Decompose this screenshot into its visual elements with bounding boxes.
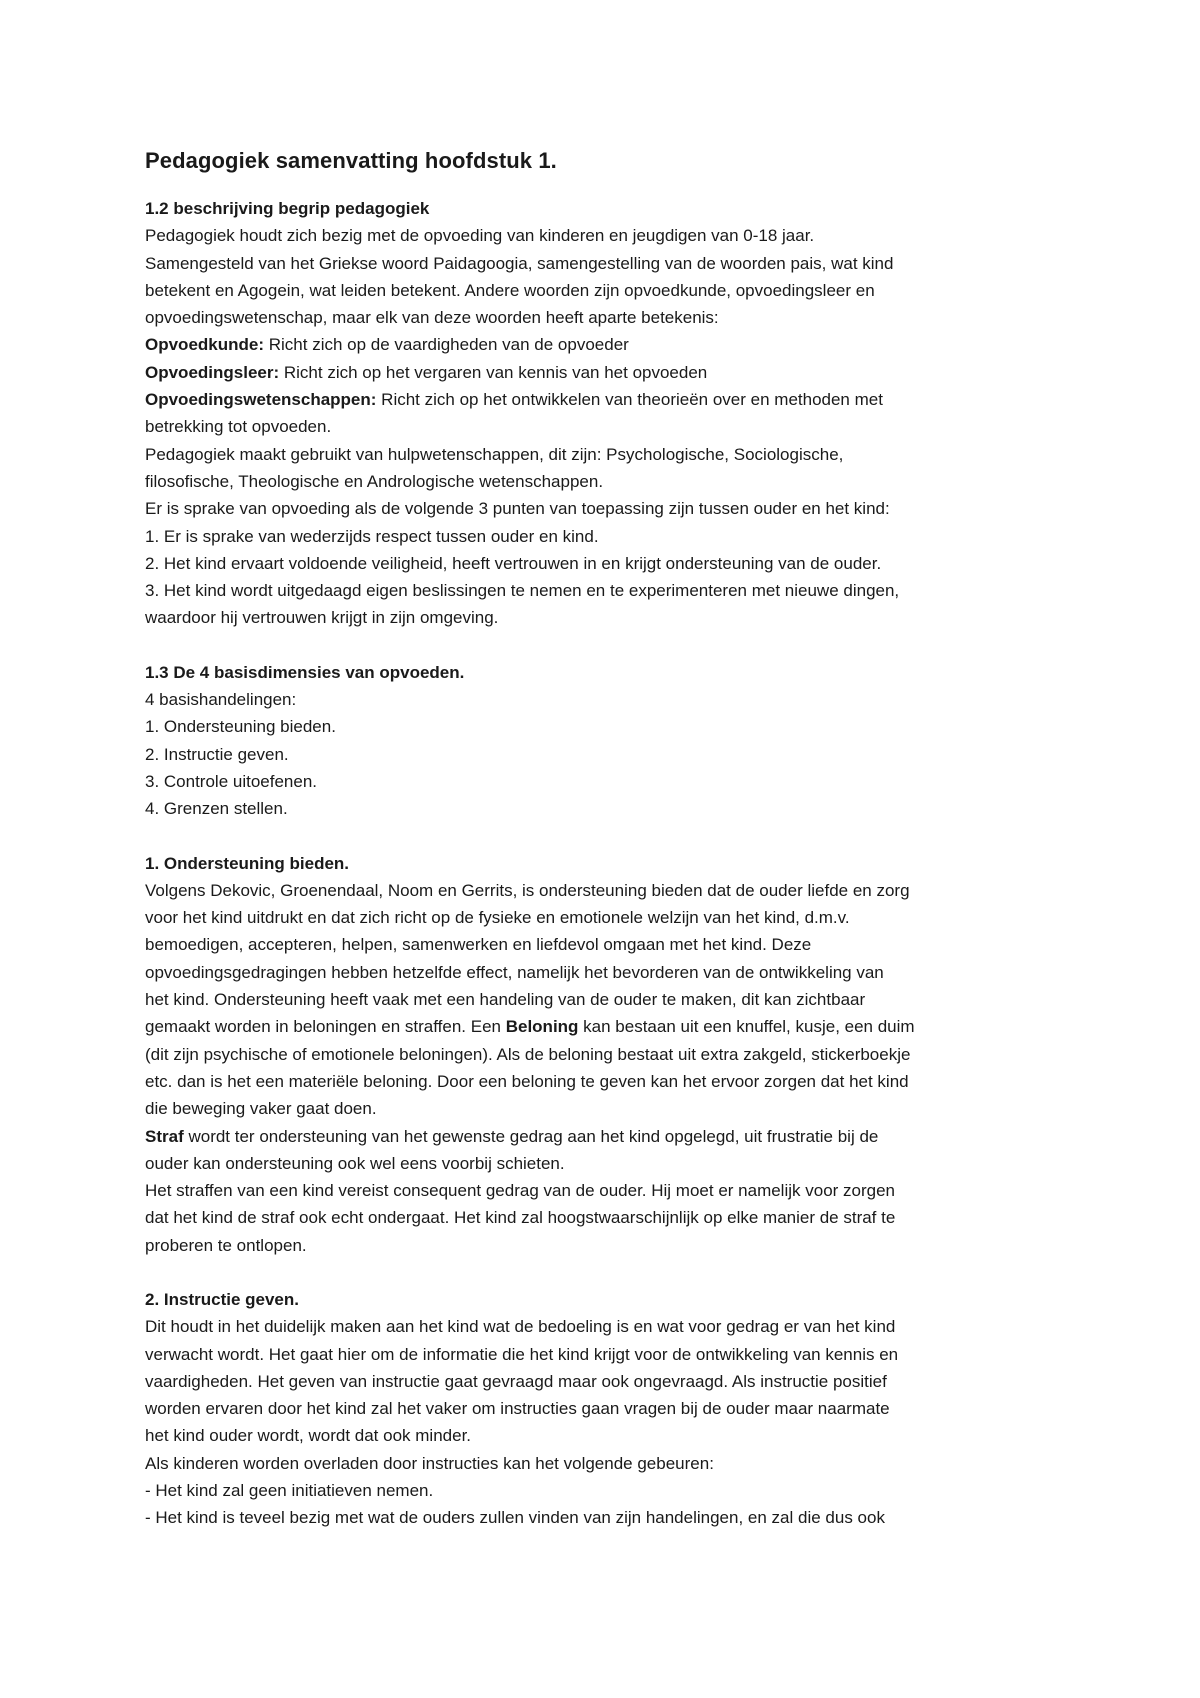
paragraph-line: (dit zijn psychische of emotionele beloningen). Als de beloning bestaat uit extra zakgeld, stickerboekje — [145, 1044, 911, 1064]
section-1-3 — [145, 659, 1045, 823]
paragraph-line — [145, 1123, 1045, 1150]
section-heading: 1.2 beschrijving begrip pedagogiek — [145, 199, 430, 218]
section-heading: 1. Ondersteuning bieden. — [145, 853, 350, 873]
section-heading: 1.3 De 4 basisdimensies van opvoeden. — [145, 662, 465, 682]
paragraph-line: het kind ouder wordt, wordt dat ook minder. — [145, 1426, 472, 1446]
paragraph-line: betrekking tot opvoeden. — [145, 417, 332, 437]
paragraph-line: die beweging vaker gaat doen. — [145, 1099, 377, 1119]
paragraph-line: waardoor hij vertrouwen krijgt in zijn omgeving. — [145, 608, 499, 628]
paragraph-line: 4 basishandelingen: — [145, 690, 297, 710]
text-run: kan bestaan uit een knuffel, kusje, een duim — [578, 1017, 915, 1037]
list-item: 3. Het kind wordt uitgedaagd eigen beslissingen te nemen en te experimenteren met nieuwe dingen, — [145, 581, 900, 601]
list-item: 1. Ondersteuning bieden. — [145, 717, 336, 737]
paragraph-line: Er is sprake van opvoeding als de volgende 3 punten van toepassing zijn tussen ouder en het kind: — [145, 499, 890, 519]
section-1-2 — [145, 195, 1045, 632]
definition-text: Richt zich op de vaardigheden van de opvoeder — [264, 335, 629, 355]
section-heading: 2. Instructie geven. — [145, 1289, 299, 1309]
paragraph-line: Het straffen van een kind vereist consequent gedrag van de ouder. Hij moet er namelijk voor zorgen — [145, 1181, 896, 1201]
definition-text: Richt zich op het ontwikkelen van theorieën over en methoden met — [376, 390, 883, 410]
definition-opvoedingsleer — [145, 359, 1045, 386]
definition-term: Opvoedingswetenschappen: — [145, 390, 377, 410]
paragraph-line: betekent en Agogein, wat leiden betekent. Andere woorden zijn opvoedkunde, opvoedingsleer en — [145, 280, 875, 300]
paragraph-line: Samengesteld van het Griekse woord Paidagoogia, samengestelling van de woorden pais, wat kind — [145, 253, 894, 273]
document-title: Pedagogiek samenvatting hoofdstuk 1. — [145, 148, 557, 173]
paragraph-line — [145, 1013, 1045, 1040]
paragraph-line: etc. dan is het een materiële beloning. Door een beloning te geven kan het ervoor zorgen dat het kind — [145, 1071, 909, 1091]
paragraph-line: dat het kind de straf ook echt ondergaat. Het kind zal hoogstwaarschijnlijk op elke manier de straf te — [145, 1208, 896, 1228]
section-instructie — [145, 1286, 1045, 1532]
paragraph-line: Pedagogiek maakt gebruikt van hulpwetenschappen, dit zijn: Psychologische, Sociologische, — [145, 444, 844, 464]
paragraph-line: voor het kind uitdrukt en dat zich richt op de fysieke en emotionele welzijn van het kind, d.m.v. — [145, 908, 850, 928]
paragraph-line: proberen te ontlopen. — [145, 1235, 307, 1255]
list-item: 2. Instructie geven. — [145, 744, 289, 764]
section-ondersteuning — [145, 850, 1045, 1259]
text-run: wordt ter ondersteuning van het gewenste gedrag aan het kind opgelegd, uit frustratie bij de — [183, 1126, 879, 1146]
list-item: 4. Grenzen stellen. — [145, 799, 288, 819]
bold-term: Straf — [145, 1126, 184, 1146]
paragraph-line: opvoedingswetenschap, maar elk van deze woorden heeft aparte betekenis: — [145, 308, 719, 328]
paragraph-line: bemoedigen, accepteren, helpen, samenwerken en liefdevol omgaan met het kind. Deze — [145, 935, 812, 955]
document-page — [145, 146, 1045, 1559]
paragraph-line: verwacht wordt. Het gaat hier om de informatie die het kind krijgt voor de ontwikkeling van kennis en — [145, 1344, 899, 1364]
definition-term: Opvoedingsleer: — [145, 362, 280, 382]
paragraph-line: Pedagogiek houdt zich bezig met de opvoeding van kinderen en jeugdigen van 0-18 jaar. — [145, 226, 815, 246]
definition-text: Richt zich op het vergaren van kennis van het opvoeden — [279, 362, 708, 382]
paragraph-line: ouder kan ondersteuning ook wel eens voorbij schieten. — [145, 1153, 565, 1173]
definition-opvoedingswetenschappen — [145, 386, 1045, 413]
bold-term: Beloning — [505, 1017, 579, 1037]
paragraph-line: opvoedingsgedragingen hebben hetzelfde effect, namelijk het bevorderen van de ontwikkeling van — [145, 962, 884, 982]
list-item: - Het kind is teveel bezig met wat de ouders zullen vinden van zijn handelingen, en zal die dus ook — [145, 1508, 885, 1528]
paragraph-line: filosofische, Theologische en Andrologische wetenschappen. — [145, 471, 604, 491]
text-run: gemaakt worden in beloningen en straffen. Een — [145, 1017, 506, 1037]
paragraph-line: worden ervaren door het kind zal het vaker om instructies gaan vragen bij de ouder maar naarmate — [145, 1399, 890, 1419]
list-item: 2. Het kind ervaart voldoende veiligheid, heeft vertrouwen in en krijgt ondersteuning van de ouder. — [145, 553, 882, 573]
list-item: 1. Er is sprake van wederzijds respect tussen ouder en kind. — [145, 526, 599, 546]
definition-term: Opvoedkunde: — [145, 335, 265, 355]
paragraph-line: Als kinderen worden overladen door instructies kan het volgende gebeuren: — [145, 1453, 714, 1473]
paragraph-line: het kind. Ondersteuning heeft vaak met een handeling van de ouder te maken, dit kan zichtbaar — [145, 990, 866, 1010]
list-item: - Het kind zal geen initiatieven nemen. — [145, 1481, 434, 1501]
list-item: 3. Controle uitoefenen. — [145, 771, 318, 791]
paragraph-line: Volgens Dekovic, Groenendaal, Noom en Gerrits, is ondersteuning bieden dat de ouder liefde en zorg — [145, 880, 910, 900]
definition-opvoedkunde — [145, 331, 1045, 358]
paragraph-line: vaardigheden. Het geven van instructie gaat gevraagd maar ook ongevraagd. Als instructie positief — [145, 1371, 887, 1391]
paragraph-line: Dit houdt in het duidelijk maken aan het kind wat de bedoeling is en wat voor gedrag er van het kind — [145, 1317, 896, 1337]
